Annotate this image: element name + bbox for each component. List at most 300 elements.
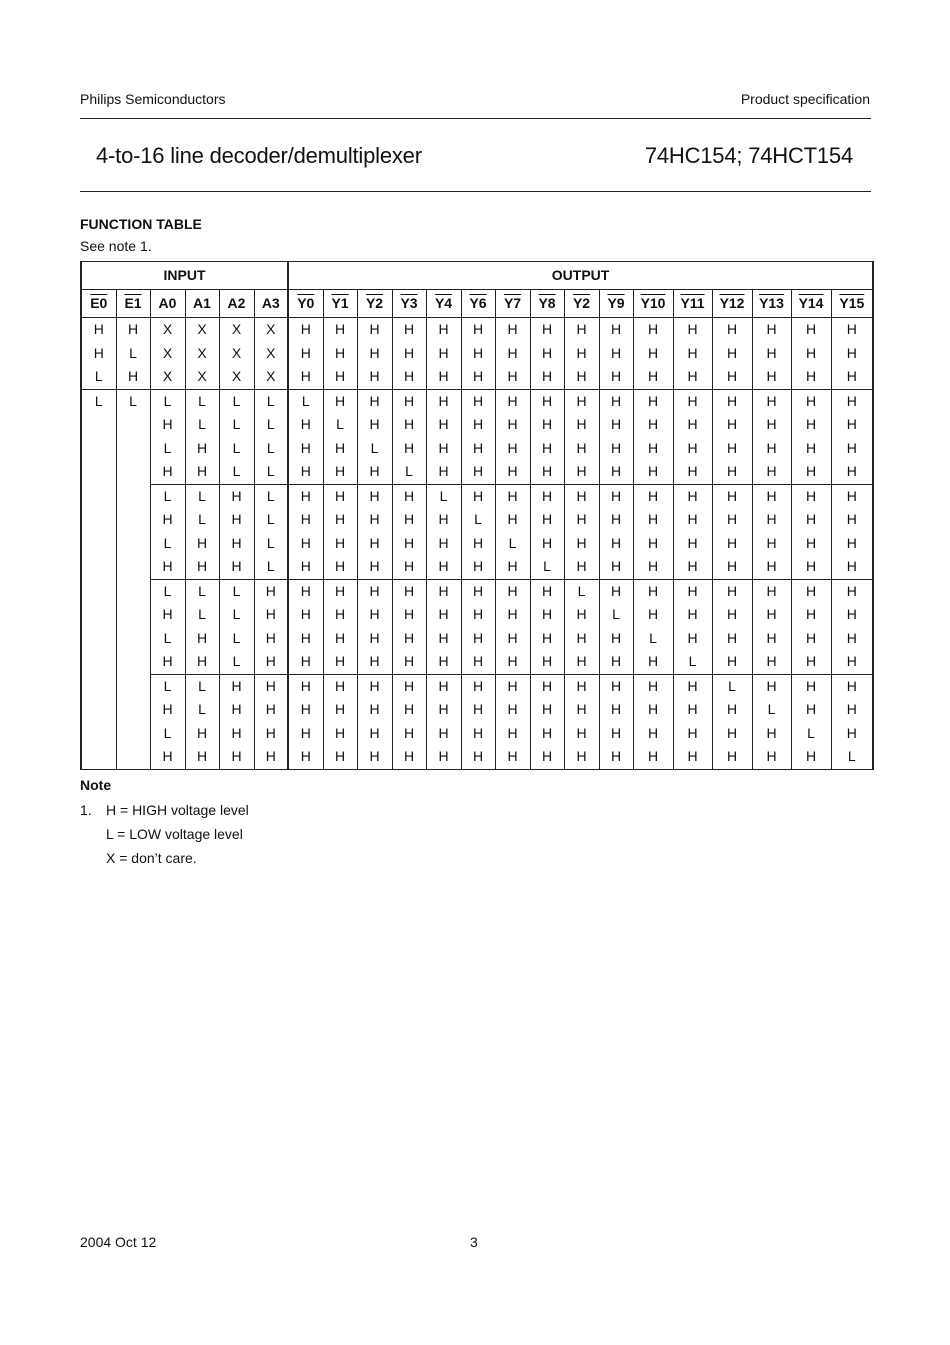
table-cell: H: [426, 627, 461, 651]
table-cell: H: [254, 627, 288, 651]
table-cell: H: [392, 698, 426, 722]
table-cell: L: [150, 389, 185, 413]
table-cell: [116, 722, 150, 746]
table-cell: H: [633, 650, 673, 674]
table-cell: H: [791, 389, 831, 413]
table-cell: L: [185, 603, 219, 627]
table-row: [81, 579, 873, 603]
table-cell: H: [752, 532, 791, 556]
table-cell: H: [426, 365, 461, 389]
table-cell: H: [673, 365, 712, 389]
table-cell: H: [392, 532, 426, 556]
table-cell: H: [831, 508, 873, 532]
table-cell: [116, 484, 150, 508]
table-cell: L: [254, 460, 288, 484]
table-row: [81, 650, 873, 674]
table-cell: [81, 437, 116, 461]
table-cell: H: [633, 745, 673, 769]
table-cell: H: [185, 627, 219, 651]
table-cell: H: [461, 627, 495, 651]
table-cell: H: [288, 698, 323, 722]
table-cell: L: [150, 532, 185, 556]
table-cell: H: [219, 532, 254, 556]
table-row: [81, 532, 873, 556]
table-cell: H: [673, 342, 712, 366]
table-cell: H: [633, 579, 673, 603]
table-cell: H: [392, 508, 426, 532]
table-row: [81, 318, 873, 342]
table-row: [81, 413, 873, 437]
column-header-a2: A2: [219, 290, 254, 318]
table-cell: L: [288, 389, 323, 413]
table-cell: L: [392, 460, 426, 484]
table-cell: H: [673, 579, 712, 603]
table-cell: L: [673, 650, 712, 674]
table-cell: H: [791, 413, 831, 437]
table-cell: [81, 627, 116, 651]
table-cell: H: [599, 484, 633, 508]
table-cell: H: [633, 532, 673, 556]
table-cell: L: [564, 579, 599, 603]
note-line-dont-care: X = don’t care.: [106, 850, 197, 866]
footer-date: 2004 Oct 12: [80, 1234, 157, 1250]
table-cell: H: [357, 413, 392, 437]
table-cell: H: [323, 650, 357, 674]
table-cell: H: [633, 484, 673, 508]
table-cell: H: [392, 342, 426, 366]
table-cell: H: [564, 508, 599, 532]
table-cell: H: [461, 532, 495, 556]
table-cell: L: [219, 627, 254, 651]
table-cell: H: [495, 674, 530, 698]
table-cell: H: [633, 342, 673, 366]
table-cell: [116, 437, 150, 461]
table-cell: H: [461, 698, 495, 722]
table-cell: H: [831, 650, 873, 674]
table-cell: [116, 698, 150, 722]
table-cell: H: [150, 460, 185, 484]
document-type: Product specification: [740, 91, 870, 107]
table-cell: H: [357, 722, 392, 746]
table-cell: H: [530, 627, 564, 651]
table-cell: H: [530, 437, 564, 461]
table-cell: H: [673, 674, 712, 698]
table-cell: L: [254, 532, 288, 556]
table-cell: [81, 555, 116, 579]
table-cell: H: [461, 603, 495, 627]
table-cell: L: [81, 365, 116, 389]
table-cell: L: [185, 698, 219, 722]
table-cell: H: [426, 674, 461, 698]
table-cell: L: [254, 389, 288, 413]
table-cell: H: [712, 342, 752, 366]
table-cell: [116, 745, 150, 769]
table-cell: H: [495, 484, 530, 508]
table-cell: H: [323, 460, 357, 484]
table-cell: [116, 627, 150, 651]
table-cell: [116, 460, 150, 484]
column-header-e1: E1: [116, 290, 150, 318]
table-cell: H: [219, 745, 254, 769]
note-number: 1.: [80, 802, 92, 818]
table-cell: L: [495, 532, 530, 556]
table-cell: H: [791, 484, 831, 508]
table-cell: H: [495, 698, 530, 722]
table-cell: H: [219, 722, 254, 746]
table-cell: H: [357, 627, 392, 651]
table-cell: H: [530, 698, 564, 722]
table-cell: H: [461, 579, 495, 603]
column-header-y10: Y10: [633, 290, 673, 318]
table-cell: H: [254, 603, 288, 627]
table-cell: H: [673, 627, 712, 651]
table-cell: H: [495, 342, 530, 366]
table-cell: H: [461, 318, 495, 342]
table-cell: L: [831, 745, 873, 769]
table-cell: H: [392, 579, 426, 603]
table-cell: H: [599, 413, 633, 437]
table-cell: H: [599, 532, 633, 556]
table-cell: H: [599, 342, 633, 366]
table-cell: L: [357, 437, 392, 461]
table-cell: H: [633, 413, 673, 437]
table-cell: H: [752, 722, 791, 746]
table-cell: [81, 413, 116, 437]
table-cell: X: [254, 342, 288, 366]
table-cell: L: [219, 603, 254, 627]
table-cell: H: [426, 722, 461, 746]
table-cell: H: [495, 318, 530, 342]
table-cell: H: [392, 437, 426, 461]
column-header-y4: Y4: [426, 290, 461, 318]
table-cell: H: [712, 318, 752, 342]
table-cell: H: [564, 745, 599, 769]
table-cell: X: [185, 318, 219, 342]
table-cell: H: [495, 555, 530, 579]
table-cell: H: [752, 389, 791, 413]
table-cell: H: [791, 508, 831, 532]
column-header-y2: Y2: [357, 290, 392, 318]
table-cell: H: [752, 484, 791, 508]
table-cell: [81, 508, 116, 532]
table-cell: H: [219, 555, 254, 579]
column-header-y9: Y9: [599, 290, 633, 318]
table-cell: H: [564, 674, 599, 698]
table-cell: H: [633, 437, 673, 461]
table-cell: H: [712, 365, 752, 389]
table-cell: H: [461, 460, 495, 484]
table-cell: H: [185, 532, 219, 556]
output-group-header: OUTPUT: [288, 262, 873, 290]
table-cell: H: [673, 698, 712, 722]
table-cell: L: [185, 508, 219, 532]
table-cell: H: [323, 365, 357, 389]
table-cell: H: [357, 318, 392, 342]
table-cell: H: [752, 342, 791, 366]
table-cell: H: [288, 532, 323, 556]
table-cell: H: [599, 365, 633, 389]
table-cell: H: [495, 508, 530, 532]
table-cell: [81, 484, 116, 508]
table-cell: L: [116, 342, 150, 366]
table-cell: H: [461, 342, 495, 366]
table-cell: H: [712, 555, 752, 579]
table-cell: H: [288, 627, 323, 651]
table-cell: L: [219, 579, 254, 603]
column-header-y14: Y14: [791, 290, 831, 318]
table-cell: H: [495, 745, 530, 769]
table-cell: H: [323, 698, 357, 722]
table-cell: H: [752, 674, 791, 698]
table-cell: H: [426, 603, 461, 627]
table-cell: H: [673, 722, 712, 746]
table-cell: H: [564, 365, 599, 389]
table-cell: H: [791, 745, 831, 769]
table-cell: H: [712, 437, 752, 461]
table-cell: H: [673, 603, 712, 627]
table-cell: H: [831, 722, 873, 746]
table-cell: H: [426, 437, 461, 461]
column-header-y3: Y3: [392, 290, 426, 318]
table-cell: H: [752, 437, 791, 461]
table-cell: H: [461, 437, 495, 461]
table-cell: L: [254, 413, 288, 437]
table-cell: [81, 579, 116, 603]
input-group-header: INPUT: [81, 262, 288, 290]
table-cell: H: [530, 342, 564, 366]
table-cell: H: [530, 579, 564, 603]
table-cell: H: [357, 532, 392, 556]
table-cell: H: [254, 745, 288, 769]
table-cell: H: [791, 579, 831, 603]
table-cell: L: [791, 722, 831, 746]
table-cell: H: [323, 603, 357, 627]
table-cell: H: [530, 508, 564, 532]
table-cell: H: [712, 508, 752, 532]
table-cell: H: [150, 413, 185, 437]
table-cell: H: [673, 484, 712, 508]
table-row: [81, 484, 873, 508]
table-cell: H: [831, 603, 873, 627]
table-cell: L: [185, 389, 219, 413]
table-cell: H: [831, 342, 873, 366]
table-cell: H: [357, 603, 392, 627]
table-cell: H: [530, 603, 564, 627]
table-cell: H: [752, 579, 791, 603]
table-cell: L: [219, 460, 254, 484]
table-cell: H: [564, 413, 599, 437]
table-cell: H: [564, 460, 599, 484]
table-row: [81, 674, 873, 698]
table-cell: H: [288, 413, 323, 437]
table-cell: H: [461, 674, 495, 698]
table-cell: H: [712, 389, 752, 413]
table-cell: X: [150, 342, 185, 366]
table-cell: H: [599, 698, 633, 722]
table-cell: H: [426, 413, 461, 437]
table-cell: H: [712, 413, 752, 437]
table-cell: H: [752, 413, 791, 437]
table-cell: H: [426, 698, 461, 722]
table-cell: [81, 745, 116, 769]
table-cell: L: [254, 484, 288, 508]
table-cell: H: [323, 484, 357, 508]
table-cell: H: [712, 484, 752, 508]
table-cell: H: [495, 579, 530, 603]
table-cell: X: [254, 318, 288, 342]
part-number: 74HC154; 74HCT154: [644, 143, 853, 168]
table-cell: [81, 674, 116, 698]
table-cell: H: [530, 413, 564, 437]
table-cell: H: [564, 627, 599, 651]
table-cell: H: [791, 698, 831, 722]
table-cell: H: [392, 555, 426, 579]
table-cell: H: [426, 460, 461, 484]
table-cell: H: [712, 698, 752, 722]
table-cell: H: [357, 365, 392, 389]
table-cell: H: [633, 722, 673, 746]
table-cell: L: [219, 389, 254, 413]
table-cell: H: [461, 555, 495, 579]
table-cell: H: [495, 413, 530, 437]
table-cell: H: [185, 722, 219, 746]
table-cell: H: [288, 365, 323, 389]
table-cell: H: [831, 365, 873, 389]
table-cell: H: [288, 555, 323, 579]
table-cell: H: [633, 460, 673, 484]
table-row: [81, 698, 873, 722]
table-cell: H: [564, 318, 599, 342]
table-cell: H: [426, 342, 461, 366]
table-cell: H: [185, 437, 219, 461]
table-cell: L: [185, 484, 219, 508]
table-cell: H: [530, 389, 564, 413]
table-cell: H: [150, 603, 185, 627]
note-title: Note: [80, 777, 112, 793]
table-cell: H: [752, 627, 791, 651]
table-cell: L: [530, 555, 564, 579]
table-cell: L: [150, 484, 185, 508]
table-cell: H: [530, 532, 564, 556]
company-name: Philips Semiconductors: [80, 91, 226, 107]
table-cell: H: [461, 413, 495, 437]
table-cell: L: [323, 413, 357, 437]
table-cell: H: [791, 650, 831, 674]
table-cell: [81, 532, 116, 556]
table-cell: L: [254, 437, 288, 461]
table-cell: H: [392, 484, 426, 508]
table-cell: H: [495, 722, 530, 746]
table-cell: H: [752, 745, 791, 769]
table-cell: H: [392, 318, 426, 342]
table-row: [81, 342, 873, 366]
column-header-y8: Y8: [530, 290, 564, 318]
table-cell: H: [752, 460, 791, 484]
table-cell: H: [357, 650, 392, 674]
table-cell: L: [633, 627, 673, 651]
table-cell: H: [673, 389, 712, 413]
table-cell: H: [831, 484, 873, 508]
table-cell: X: [150, 365, 185, 389]
table-cell: H: [564, 532, 599, 556]
table-cell: H: [392, 389, 426, 413]
table-cell: X: [185, 365, 219, 389]
table-cell: L: [81, 389, 116, 413]
table-cell: H: [831, 532, 873, 556]
table-cell: L: [254, 508, 288, 532]
table-cell: H: [633, 698, 673, 722]
table-cell: H: [752, 555, 791, 579]
table-cell: L: [219, 413, 254, 437]
table-cell: H: [791, 627, 831, 651]
table-cell: H: [712, 603, 752, 627]
table-cell: H: [116, 365, 150, 389]
table-cell: [81, 650, 116, 674]
table-cell: L: [150, 627, 185, 651]
table-cell: H: [357, 745, 392, 769]
table-cell: H: [564, 698, 599, 722]
table-cell: [116, 508, 150, 532]
table-cell: H: [461, 745, 495, 769]
table-cell: H: [633, 603, 673, 627]
table-cell: L: [185, 413, 219, 437]
table-cell: H: [831, 698, 873, 722]
table-cell: H: [831, 674, 873, 698]
column-header-y0: Y0: [288, 290, 323, 318]
table-cell: H: [633, 508, 673, 532]
table-cell: H: [495, 650, 530, 674]
column-header-y2: Y2: [564, 290, 599, 318]
table-cell: L: [150, 674, 185, 698]
column-header-y7: Y7: [495, 290, 530, 318]
table-cell: H: [599, 460, 633, 484]
table-cell: H: [831, 318, 873, 342]
table-cell: H: [254, 650, 288, 674]
table-cell: H: [791, 555, 831, 579]
table-cell: H: [599, 437, 633, 461]
table-cell: [81, 722, 116, 746]
table-row: [81, 745, 873, 769]
column-header-a1: A1: [185, 290, 219, 318]
table-cell: H: [357, 674, 392, 698]
table-cell: H: [599, 579, 633, 603]
column-header-y13: Y13: [752, 290, 791, 318]
table-cell: H: [392, 674, 426, 698]
table-cell: H: [791, 603, 831, 627]
table-cell: H: [564, 650, 599, 674]
table-cell: H: [288, 722, 323, 746]
table-cell: H: [712, 627, 752, 651]
table-cell: H: [254, 674, 288, 698]
table-cell: H: [791, 365, 831, 389]
table-cell: H: [288, 650, 323, 674]
table-cell: L: [712, 674, 752, 698]
table-cell: H: [599, 389, 633, 413]
table-cell: H: [673, 745, 712, 769]
table-cell: H: [426, 508, 461, 532]
table-cell: H: [392, 627, 426, 651]
table-row: [81, 627, 873, 651]
table-cell: H: [185, 555, 219, 579]
table-cell: H: [426, 389, 461, 413]
table-cell: X: [185, 342, 219, 366]
table-cell: H: [495, 627, 530, 651]
table-cell: H: [288, 745, 323, 769]
table-cell: H: [426, 532, 461, 556]
table-cell: [116, 650, 150, 674]
table-cell: H: [752, 508, 791, 532]
table-row: [81, 722, 873, 746]
